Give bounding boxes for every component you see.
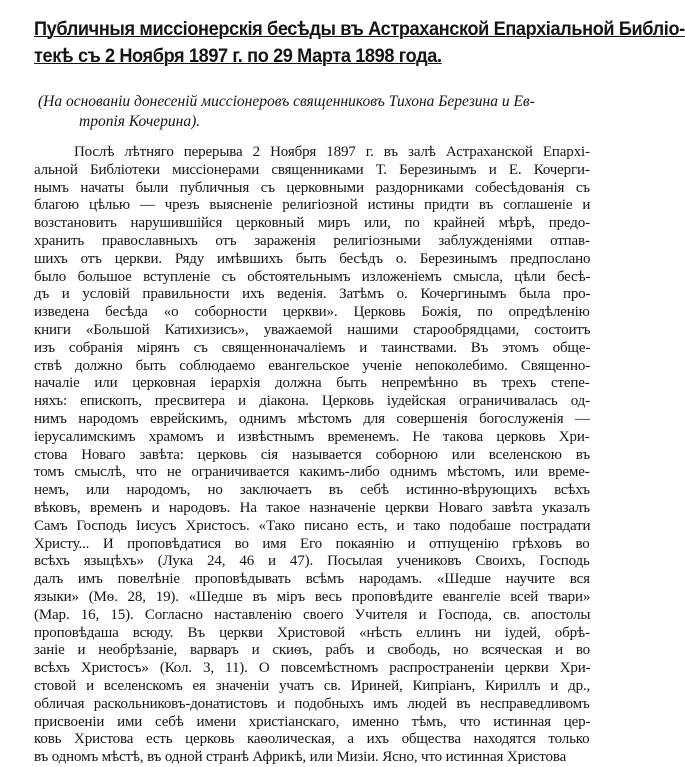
body-line: ствѣ должно быть соблюдаемо евангельское ученіе непоколебимо. Священно- bbox=[34, 357, 591, 374]
article-subtitle bbox=[38, 92, 583, 132]
body-line: шихъ отъ церкви. Ряду имѣвшихъ быть бесѣдъ о. Березинымъ предпослано bbox=[34, 250, 591, 267]
body-line: (Мар. 16, 15). Согласно наставленію своего Учителя и Господа, св. апостолы bbox=[34, 606, 591, 623]
body-line: началіе или церковная іерархія должна быть непремѣнно въ трехъ степе- bbox=[34, 375, 590, 392]
body-line: было большое вступленіе съ обстоятельнымъ изложеніемъ смысла, цѣли бесѣ- bbox=[34, 268, 591, 285]
body-line: дъ и условій правильности ихъ веденія. Затѣмъ о. Кочергинымъ была про- bbox=[34, 286, 591, 303]
body-line: хранить православныхъ отъ зараженія религіозными заблужденіями отпав- bbox=[34, 232, 590, 249]
body-line: возстановить нарушившійся церковный миръ или, по крайней мѣрѣ, предо- bbox=[34, 215, 590, 232]
body-line: книги «Большой Катихизисъ», уважаемой нашими старообрядцами, состоитъ bbox=[34, 321, 591, 338]
article-title bbox=[34, 16, 685, 70]
body-line: ковь Христова есть церковь каѳолическая, а ихъ общества находятся только bbox=[34, 731, 590, 748]
body-line: проповѣдаша всюду. Въ церкви Христовой «нѣсть еллинъ ни іудей, обрѣ- bbox=[34, 624, 590, 641]
body-line: Послѣ лѣтняго перерыва 2 Ноября 1897 г. въ залѣ Астраханской Епархі- bbox=[74, 144, 590, 160]
body-line: томъ смыслѣ, что не ограничивается какимъ-либо однимъ мѣстомъ, или време- bbox=[34, 464, 590, 481]
body-line: стова Новаго завѣта: церковь сія называется соборною или вселенскою въ bbox=[34, 446, 590, 463]
body-line: няхъ: епископъ, пресвитера и діакона. Церковь іудейская ограничивалась од- bbox=[34, 393, 590, 410]
article-body bbox=[34, 144, 590, 767]
body-line: всѣхъ языцѣхъ» (Лука 24, 46 и 47). Посылая учениковъ Своихъ, Господь bbox=[34, 553, 590, 570]
body-line: языки» (Мѳ. 28, 19). «Шедше въ міръ весь проповѣдите евангеліе всей твари» bbox=[34, 588, 591, 605]
title-line-2: текѣ съ 2 Ноября 1897 г. по 29 Марта 1898 года. bbox=[34, 45, 442, 67]
body-line: заніе и необрѣзаніе, варваръ и скиѳъ, рабъ и свободь, но всяческая и во bbox=[34, 642, 591, 659]
body-line: нимъ народомъ еврейскимъ, однимъ мѣстомъ для совершенія богослуженія — bbox=[34, 410, 590, 427]
subtitle-line-1: (На основаніи донесеній миссіонеровъ священниковъ Тихона Березина и Ев- bbox=[38, 93, 535, 110]
body-line: альной Библіотеки миссіонерами священниками Т. Березинымъ и Е. Кочерги- bbox=[34, 161, 590, 178]
body-line: стовой и вселенскомъ ея значеніи учатъ св. Ириней, Кипріанъ, Кириллъ и др., bbox=[34, 677, 591, 694]
body-line: въ одномъ мѣстѣ, въ одной странѣ Африкѣ, или Мизіи. Ясно, что истинная Христова bbox=[34, 749, 567, 766]
body-line: Христу... И проповѣдатися во имя Его покаянію и отпущенію грѣховъ во bbox=[34, 535, 590, 552]
body-line: благою цѣлью — чрезъ выясненіе религіозной истины придти въ соглашеніе и bbox=[34, 197, 591, 214]
body-line: Самъ Господь Іисусъ Христосъ. «Тако писано есть, и тако подобаше пострадати bbox=[34, 517, 591, 534]
body-line: іерусалимскимъ храмомъ и извѣстнымъ временемъ. Не такова церковь Хри- bbox=[34, 428, 590, 445]
body-line: вѣковъ, временъ и народовъ. На такое назначеніе церкви Новаго завѣта указалъ bbox=[34, 499, 590, 516]
body-line: изведена бесѣда «о соборности церкви». Церковь Божія, по опредѣленію bbox=[34, 304, 590, 321]
title-line-1: Публичныя миссіонерскія бесѣды въ Астраханской Епархіальной Библіо- bbox=[34, 18, 685, 40]
body-line: далъ имъ повелѣніе проповѣдывать всѣмъ народамъ. «Шедше научите вся bbox=[34, 571, 590, 588]
subtitle-line-2: тропія Кочерина). bbox=[79, 113, 201, 130]
body-line: нымъ начаты были публичныя съ церковными раздорниками собесѣдованія съ bbox=[34, 179, 590, 196]
body-line: немъ, или народомъ, но заключаетъ въ себѣ истинно-вѣрующихъ всѣхъ bbox=[34, 482, 590, 499]
body-line: обличая раскольниковъ-донатистовъ и подобныхъ имъ людей въ несправедливомъ bbox=[34, 695, 590, 712]
body-line: всѣхъ Христосъ» (Кол. 3, 11). О повсемѣстномъ распространеніи церкви Хри- bbox=[34, 660, 591, 677]
body-line: изъ собранія мірянъ съ священноначаліемъ и таинствами. Въ этомъ обще- bbox=[34, 339, 591, 356]
body-line: присвоеніи ими себѣ имени христіанскаго, именно тѣмъ, что истинная цер- bbox=[34, 713, 591, 730]
